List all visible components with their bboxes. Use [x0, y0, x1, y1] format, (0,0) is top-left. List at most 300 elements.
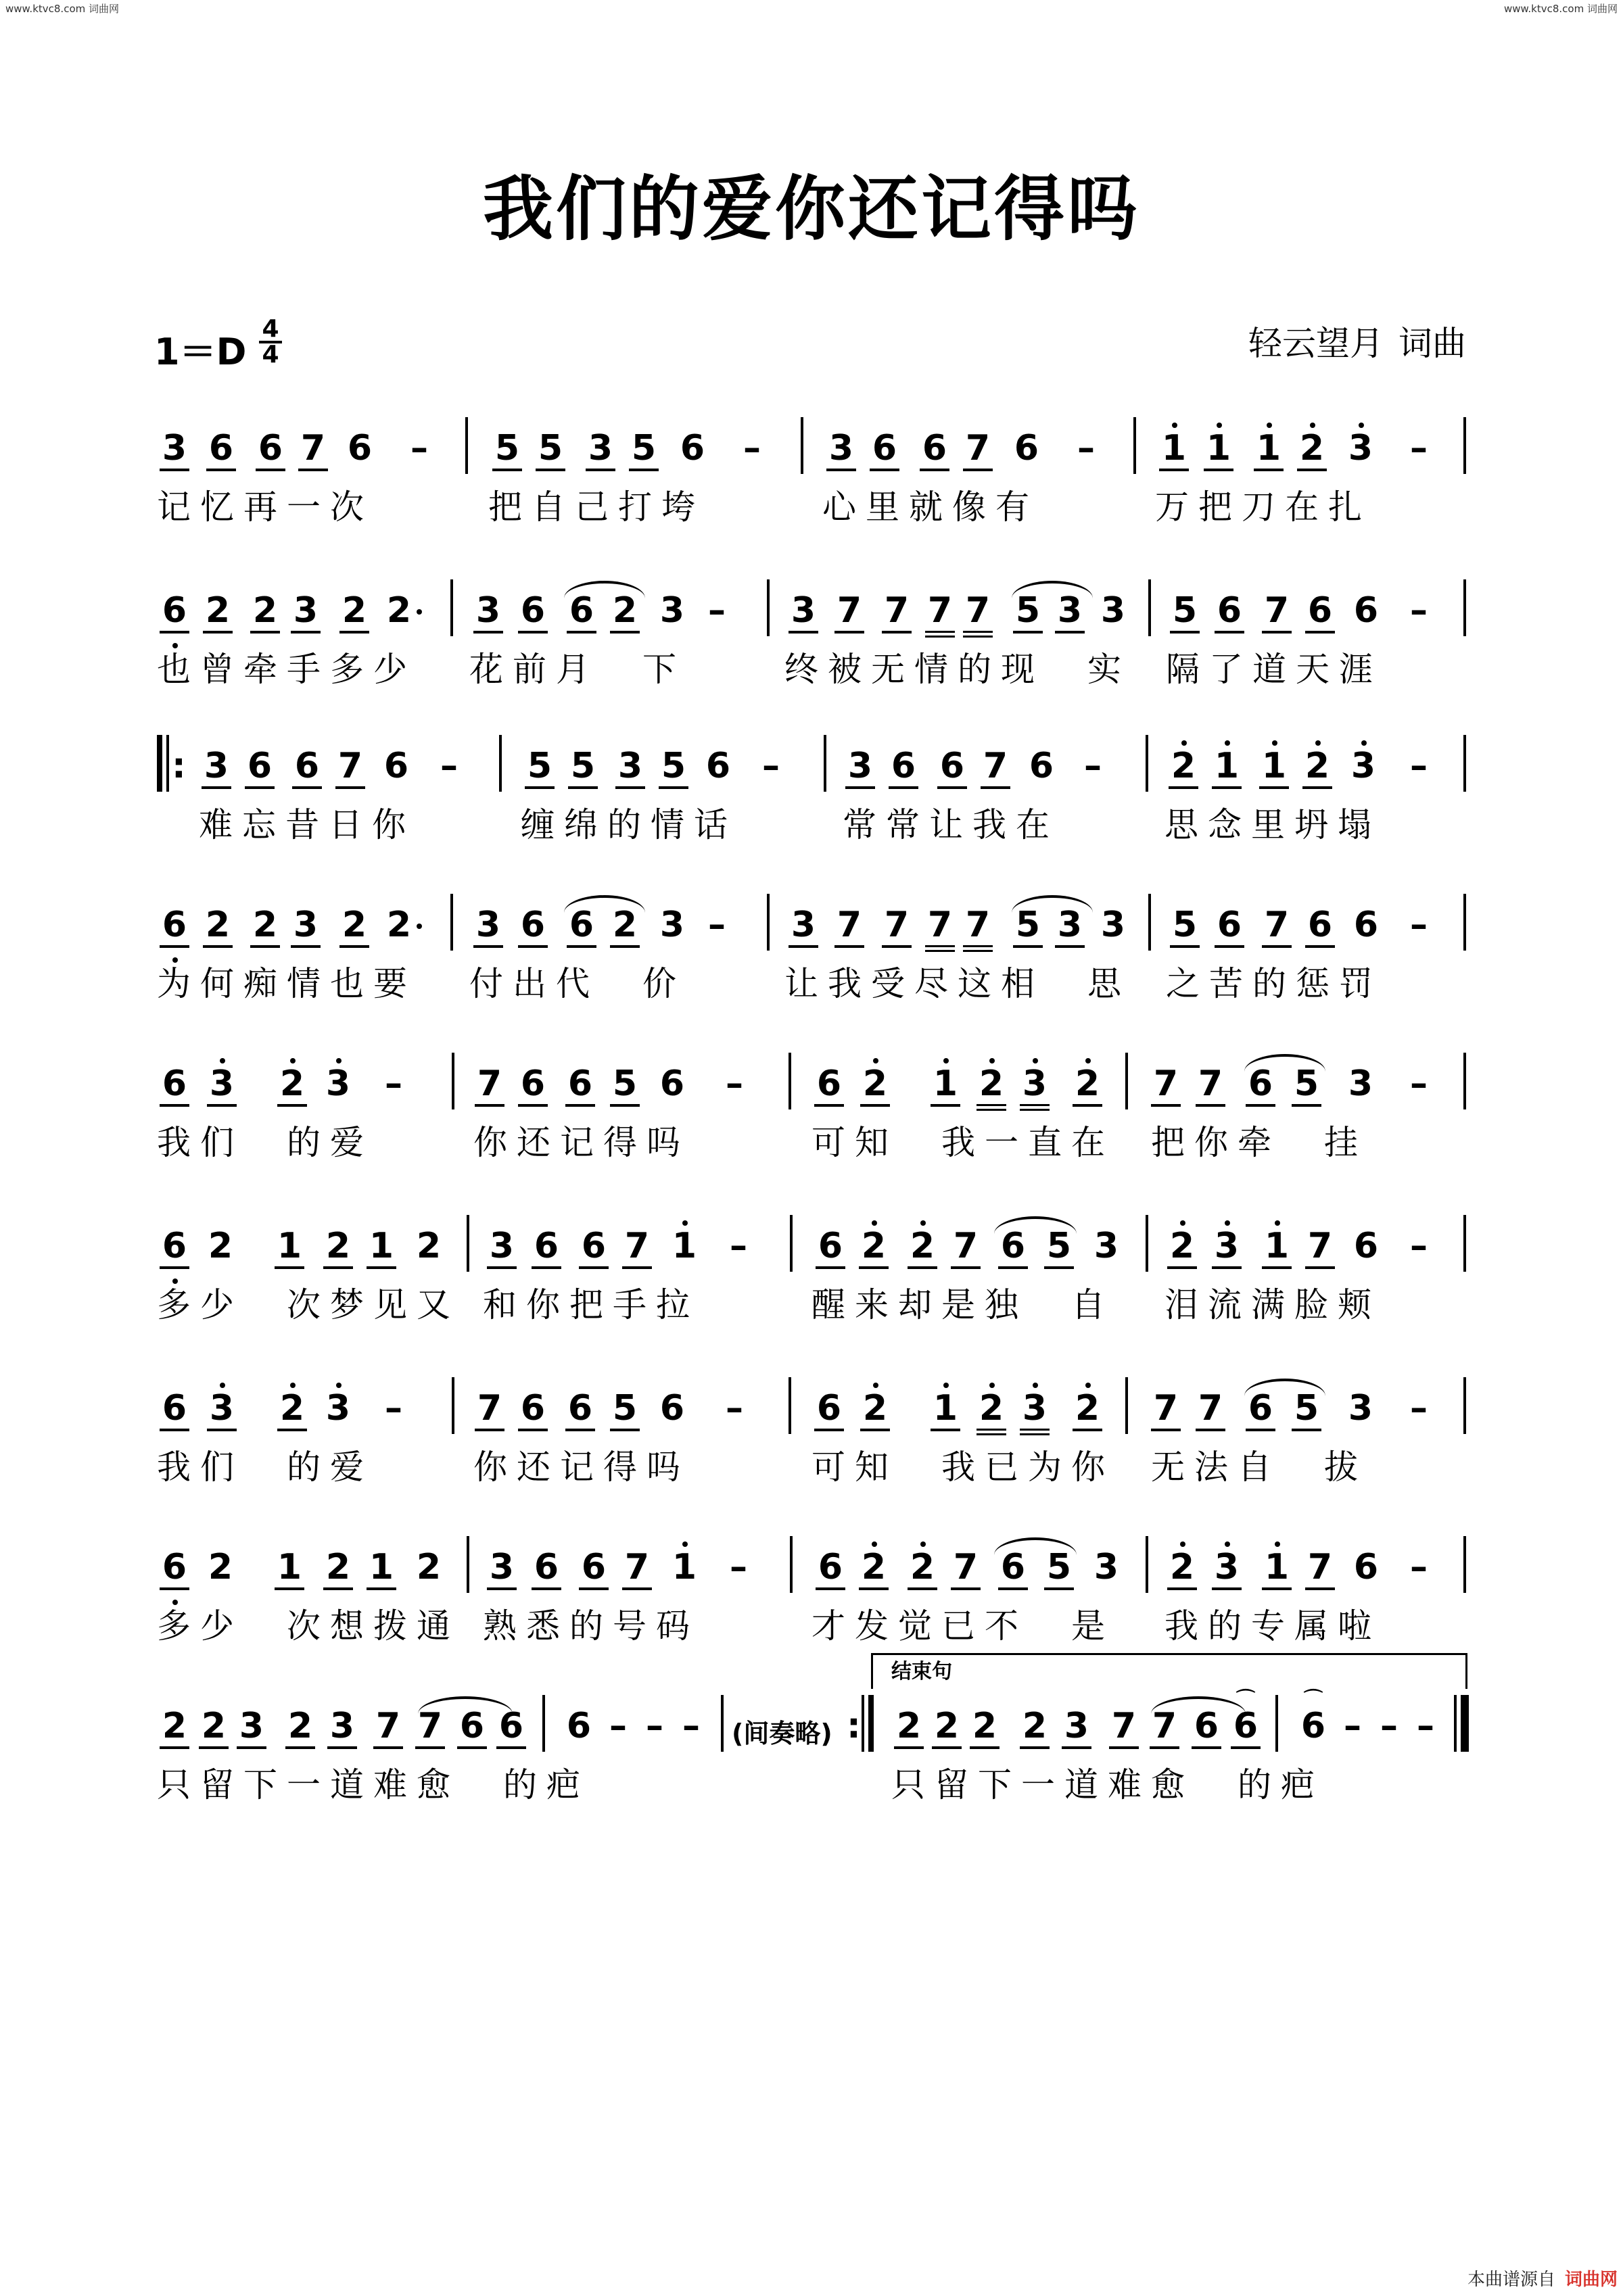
barline: [467, 1215, 469, 1272]
note: 2: [384, 905, 414, 945]
note: 7: [834, 590, 864, 633]
note: 6: [1192, 1706, 1221, 1749]
dash: –: [609, 1706, 627, 1746]
barline: [1148, 579, 1151, 636]
barline: [801, 417, 803, 474]
note: 6: [920, 428, 949, 471]
note: 7: [951, 1226, 981, 1269]
dash: –: [1410, 1063, 1428, 1104]
dash: –: [410, 428, 428, 469]
note: 2: [323, 1226, 353, 1269]
dash: –: [762, 746, 780, 786]
note: 6: [567, 905, 596, 948]
time-signature: [257, 315, 284, 368]
note: 1: [1262, 1226, 1292, 1269]
note: 3: [487, 1226, 517, 1269]
note: 6: [347, 428, 373, 469]
note: 6: [206, 428, 236, 471]
note: 6: [814, 1063, 844, 1107]
lyrics-row: [0, 1602, 1623, 1656]
note: 2: [908, 1547, 937, 1590]
note: 2: [610, 905, 640, 948]
lyric: 常常让我在: [843, 805, 1059, 844]
barline: [465, 417, 468, 474]
note: 2: [977, 1063, 1006, 1111]
barline: [1148, 894, 1151, 951]
notes-row: [0, 1660, 1623, 1768]
barline: [1275, 1695, 1278, 1752]
note: 5: [1013, 590, 1043, 633]
note: 7: [1196, 1063, 1225, 1107]
note: 6: [1353, 590, 1379, 631]
note: 6: [565, 1388, 595, 1431]
note: 1: [1259, 746, 1289, 789]
note: 6: [567, 590, 596, 633]
note: 3: [1348, 1388, 1373, 1429]
dash: –: [1410, 1547, 1428, 1587]
dash: –: [1410, 746, 1428, 786]
dash: –: [682, 1706, 700, 1746]
lyric: 泪流满脸颊: [1165, 1285, 1381, 1324]
note: 6: [814, 1388, 844, 1431]
dash: –: [1410, 590, 1428, 631]
lyric: 万把刀在扎: [1155, 487, 1371, 527]
score-line-1: [0, 416, 1623, 551]
note: 3: [327, 1706, 357, 1749]
note: 2: [1020, 1706, 1050, 1749]
dash: –: [743, 428, 761, 469]
dash: –: [708, 905, 726, 945]
note: 6: [518, 905, 548, 948]
repeat-start-thin: [166, 735, 169, 792]
dash: –: [1077, 428, 1095, 469]
note: 3: [473, 905, 503, 948]
barline: [767, 579, 770, 636]
lyric: 把自己打垮: [488, 487, 705, 527]
note: 6: [160, 1547, 189, 1590]
note: 3: [1212, 1547, 1242, 1590]
footer-source: 本曲谱源自: [1467, 2270, 1555, 2290]
note: 6: [1353, 1226, 1379, 1266]
note: 2: [323, 1547, 353, 1590]
note: 6: [457, 1706, 487, 1749]
note: 5: [1170, 590, 1200, 633]
note: 3: [207, 1388, 237, 1431]
barline: [790, 1215, 793, 1272]
score-line-7: [0, 1376, 1623, 1511]
note: 7: [1305, 1226, 1335, 1269]
note: 3: [1212, 1226, 1242, 1269]
note: 7: [925, 590, 955, 638]
lyric: 花前月 下: [469, 650, 686, 689]
note: 6: [870, 428, 899, 471]
note: 5: [610, 1388, 640, 1431]
note: 3: [1055, 905, 1085, 948]
note: 6: [816, 1547, 845, 1590]
dash: –: [1410, 1226, 1428, 1266]
note: 1: [931, 1388, 960, 1431]
note: 7: [373, 1706, 403, 1749]
note: 1: [1254, 428, 1284, 471]
barline: [789, 1377, 791, 1434]
note: 7: [963, 905, 993, 952]
barline: [790, 1536, 793, 1593]
note: 6: [659, 1063, 685, 1104]
lyrics-row: [0, 1281, 1623, 1335]
note: 5: [610, 1063, 640, 1107]
note: 2: [203, 590, 233, 633]
note: 6: [383, 746, 409, 786]
dash: –: [726, 1063, 743, 1104]
note: 3: [1020, 1388, 1050, 1435]
dash: –: [385, 1063, 402, 1104]
note: 1: [1204, 428, 1233, 471]
note: 6: [160, 905, 189, 948]
note: 2: [160, 1706, 189, 1749]
note: 6: [160, 590, 189, 633]
lyric: 难忘昔日你: [199, 805, 415, 844]
barline: [499, 735, 502, 792]
note: 6: [1029, 746, 1054, 786]
lyric: 让我受尽这相 思: [784, 964, 1131, 1003]
lyrics-row: [0, 483, 1623, 537]
note: 2: [339, 905, 369, 948]
barline: [1125, 1053, 1128, 1109]
note: 6: [1246, 1388, 1275, 1431]
note: 6: [579, 1226, 609, 1269]
barline: [789, 1053, 791, 1109]
note: 2: [860, 1063, 890, 1107]
note: 2: [250, 590, 280, 633]
note: 1: [275, 1226, 304, 1269]
lyric: 终被无情的现 实: [784, 650, 1131, 689]
credit-author: 轻云望月: [1248, 324, 1384, 363]
watermark-left: www.ktvc8.com 词曲网: [5, 3, 120, 15]
lyric: 缠绵的情话: [521, 805, 737, 844]
note: 6: [565, 1063, 595, 1107]
note: 6: [292, 746, 322, 789]
lyric: 付出代 价: [469, 964, 686, 1003]
barline: [721, 1695, 724, 1752]
note: 2: [970, 1706, 999, 1749]
lyric: 可知 我一直在: [812, 1123, 1114, 1162]
lyric: 也曾牵手多少: [157, 650, 417, 689]
dash: –: [730, 1226, 747, 1266]
note: 2: [384, 590, 414, 631]
note: 3: [1348, 746, 1378, 786]
note: 6: [680, 428, 705, 469]
note: 3: [789, 590, 818, 633]
key-signature: 1＝D: [154, 331, 247, 373]
score-line-6: [0, 1214, 1623, 1349]
note: 2: [859, 1547, 889, 1590]
barline: [450, 894, 453, 951]
dash: –: [1380, 1706, 1398, 1746]
note: 6: [518, 1063, 548, 1107]
note: 2: [277, 1388, 307, 1431]
note: 2: [610, 590, 640, 633]
note: 2: [908, 1226, 937, 1269]
lyric: 我的专属啦: [1165, 1606, 1381, 1646]
lyric: 只留下一道难愈 的疤: [891, 1765, 1324, 1804]
repeat-end-dots: :: [847, 1706, 861, 1746]
score-line-4: [0, 892, 1623, 1028]
note: 3: [1062, 1706, 1091, 1749]
note: 2: [208, 1547, 233, 1587]
notes-row: [0, 416, 1623, 490]
barline: [1133, 417, 1136, 474]
barline: [1125, 1377, 1128, 1434]
ending-label: 结束句: [891, 1660, 952, 1683]
note: 7: [1151, 1388, 1181, 1431]
lyric: 熟悉的号码: [483, 1606, 699, 1646]
lyric: 多少 次想拨通: [157, 1606, 460, 1646]
lyrics-row: [0, 1443, 1623, 1498]
note: 2: [285, 1706, 315, 1749]
note: 6: [245, 746, 275, 789]
note: 7: [475, 1388, 504, 1431]
barline: [1463, 894, 1466, 951]
note: 3: [1055, 590, 1085, 633]
note: 2: [203, 905, 233, 948]
lyric: 只留下一道难愈 的疤: [157, 1765, 590, 1804]
note: 6: [160, 1388, 189, 1431]
note: 5: [1170, 905, 1200, 948]
note: 7: [882, 905, 912, 948]
lyric: 把你牵 挂: [1151, 1123, 1367, 1162]
dash: –: [730, 1547, 747, 1587]
lyrics-row: [0, 1761, 1623, 1815]
lyric: 你还记得吗: [473, 1448, 690, 1487]
note: 7: [1151, 1063, 1181, 1107]
note: 3: [659, 590, 685, 631]
note: 5: [492, 428, 522, 471]
note: 6: [659, 1388, 685, 1429]
note: 3: [1100, 905, 1126, 945]
note: 6: [998, 1226, 1028, 1269]
notes-row: [0, 1051, 1623, 1126]
note: 2: [860, 1388, 890, 1431]
note: 1: [367, 1226, 396, 1269]
note: 6: [1215, 905, 1244, 948]
note: 3: [1020, 1063, 1050, 1111]
lyric: 才发觉已不 是: [812, 1606, 1114, 1646]
note: 7: [963, 428, 993, 471]
note: 1: [669, 1226, 699, 1266]
note: 6: [998, 1547, 1028, 1590]
note: 5: [536, 428, 565, 471]
repeat-start-thick: [157, 735, 162, 792]
note: 2: [1167, 1547, 1197, 1590]
note: 5: [1013, 905, 1043, 948]
notes-row: [0, 734, 1623, 808]
barline: [1463, 417, 1466, 474]
note: 3: [1348, 1063, 1373, 1104]
dash: –: [1417, 1706, 1434, 1746]
note: 1: [275, 1547, 304, 1590]
note: 2: [208, 1226, 233, 1266]
note: 3: [207, 1063, 237, 1107]
note: 3: [826, 428, 856, 471]
lyric: 我们 的爱: [157, 1123, 373, 1162]
lyrics-row: [0, 801, 1623, 855]
note: 3: [845, 746, 875, 789]
lyrics-row: [0, 960, 1623, 1014]
repeat-end-thin: [862, 1695, 864, 1752]
note: 2: [859, 1226, 889, 1269]
note: 7: [951, 1547, 981, 1590]
note: 1: [1159, 428, 1189, 471]
note: 3: [615, 746, 645, 789]
note: 7: [1262, 590, 1292, 633]
note: 2: [1073, 1063, 1102, 1107]
note: 5: [1292, 1063, 1321, 1107]
dash: –: [646, 1706, 663, 1746]
credit: [1233, 316, 1466, 365]
note: 2: [932, 1706, 962, 1749]
note: 6: [1305, 905, 1335, 948]
note: 5: [1292, 1388, 1321, 1431]
note: 6: [1353, 1547, 1379, 1587]
note: 6: [937, 746, 967, 789]
barline: [1463, 1377, 1466, 1434]
watermark-right: www.ktvc8.com 词曲网: [1503, 3, 1618, 15]
time-sig-top: 4: [262, 315, 279, 343]
note: 5: [629, 428, 659, 471]
notes-row: [0, 1535, 1623, 1609]
note: 7: [1109, 1706, 1139, 1749]
note: 2: [1167, 1226, 1197, 1269]
note: 3: [487, 1547, 517, 1590]
barline: [767, 894, 770, 951]
note: 7: [415, 1706, 445, 1749]
note: 7: [622, 1547, 652, 1590]
note: 3: [1093, 1226, 1119, 1266]
repeat-dots: :: [172, 746, 186, 786]
lyric: 之苦的惩罚: [1166, 964, 1382, 1003]
note: 6: [518, 590, 548, 633]
lyric: 为何痴情也要: [157, 964, 417, 1003]
notes-row: [0, 1376, 1623, 1450]
note: 3: [659, 905, 685, 945]
note: 7: [1150, 1706, 1179, 1749]
footer-site: 词曲网: [1564, 2270, 1618, 2290]
note: 2: [199, 1706, 229, 1749]
note: 3: [1093, 1547, 1119, 1587]
note: 6: [532, 1547, 561, 1590]
note: 7: [1262, 905, 1292, 948]
lyric: 醒来却是独 自: [812, 1285, 1114, 1324]
note: 6: [705, 746, 731, 786]
score-line-5: [0, 1051, 1623, 1187]
barline: [542, 1695, 545, 1752]
note: 6: [579, 1547, 609, 1590]
note: 7: [925, 905, 955, 952]
note: 7: [1305, 1547, 1335, 1590]
barline: [467, 1536, 469, 1593]
barline: [450, 579, 453, 636]
note: 3: [1100, 590, 1126, 631]
lyric: 和你把手拉: [483, 1285, 699, 1324]
note: 2: [416, 1226, 442, 1266]
note: 3: [789, 905, 818, 948]
lyric: 我们 的爱: [157, 1448, 373, 1487]
note: 1: [1212, 746, 1242, 789]
dash: –: [708, 590, 726, 631]
barline: [1463, 735, 1466, 792]
note: 7: [882, 590, 912, 633]
lyric: 思念里坍塌: [1165, 805, 1381, 844]
lyrics-row: [0, 646, 1623, 700]
note: 6: [1305, 590, 1335, 633]
lyric: 记忆再一次: [157, 487, 373, 527]
barline: [1463, 1053, 1466, 1109]
note: 6: [1246, 1063, 1275, 1107]
fermata-icon: ⌒: [1303, 1688, 1323, 1710]
note: 6: [1231, 1706, 1261, 1749]
note: 7: [834, 905, 864, 948]
dash: –: [1410, 905, 1428, 945]
lyric: 隔了道天涯: [1166, 650, 1382, 689]
dash: –: [1410, 1388, 1428, 1429]
notes-row: [0, 578, 1623, 652]
note: 2: [1169, 746, 1198, 789]
notes-row: [0, 1214, 1623, 1288]
note: 3: [586, 428, 615, 471]
note: 3: [160, 428, 189, 471]
dash: –: [726, 1388, 743, 1429]
barline: [1463, 1215, 1466, 1272]
note: 2: [1297, 428, 1327, 471]
barline: [824, 735, 826, 792]
note: 2: [977, 1388, 1006, 1435]
barline: [1146, 735, 1148, 792]
note: 2: [1302, 746, 1332, 789]
note: 7: [963, 590, 993, 638]
note: 2: [416, 1547, 442, 1587]
note: 6: [518, 1388, 548, 1431]
note: 6: [566, 1706, 592, 1746]
note: 6: [160, 1063, 189, 1107]
barline: [1463, 1536, 1466, 1593]
barline: [452, 1377, 454, 1434]
note: 1: [1262, 1547, 1292, 1590]
lyric: 心里就像有: [822, 487, 1039, 527]
note: 7: [622, 1226, 652, 1269]
note: 3: [291, 590, 321, 633]
score-line-3: [0, 734, 1623, 869]
note: 3: [473, 590, 503, 633]
note: 6: [1215, 590, 1244, 633]
note: 1: [669, 1547, 699, 1587]
note: 7: [475, 1063, 504, 1107]
note: 2: [250, 905, 280, 948]
note: 6: [160, 1226, 189, 1269]
lyric: 多少 次梦见又: [157, 1285, 460, 1324]
note: 7: [981, 746, 1010, 789]
note: 6: [496, 1706, 526, 1749]
note: 7: [1196, 1388, 1225, 1431]
note: 5: [525, 746, 555, 789]
note: 3: [237, 1706, 266, 1749]
note: 5: [568, 746, 598, 789]
dash: –: [440, 746, 458, 786]
dash: –: [1410, 428, 1428, 469]
lyric: 你还记得吗: [473, 1123, 690, 1162]
lyric: 可知 我已为你: [812, 1448, 1114, 1487]
song-title: 我们的爱你还记得吗: [482, 168, 1140, 250]
note: 3: [1346, 428, 1375, 469]
